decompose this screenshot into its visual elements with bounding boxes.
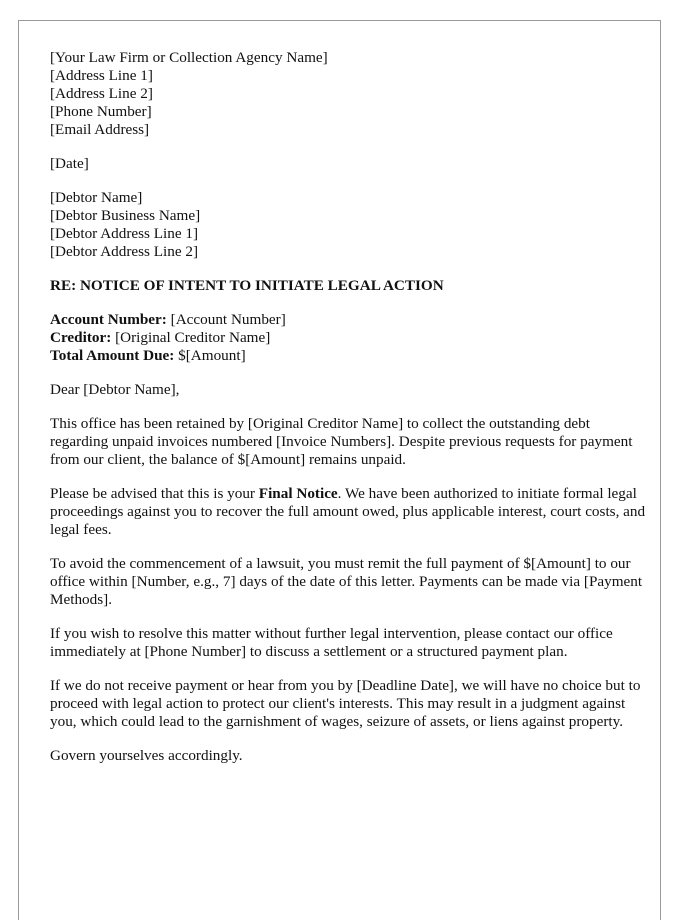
salutation: Dear [Debtor Name],	[50, 381, 180, 398]
recipient-block	[50, 189, 646, 261]
amount-due-label: Total Amount Due:	[50, 347, 175, 364]
recipient-name: [Debtor Name]	[50, 189, 143, 206]
recipient-address-line-1: [Debtor Address Line 1]	[50, 225, 199, 242]
account-details	[50, 311, 646, 365]
sender-address-line-1: [Address Line 1]	[50, 67, 153, 84]
paragraph-consequences: If we do not receive payment or hear from you by [Deadline Date], we will have no choice but to proceed with legal action to protect our client's interests. This may result in a judgment against you, which could lead to the garnishment of wages, seizure of assets, or liens against property.	[50, 677, 641, 730]
paragraph-payment-demand: To avoid the commencement of a lawsuit, you must remit the full payment of $[Amount] to our office within [Number, e.g., 7] days of the date of this letter. Payments can be made via [Payment Methods].	[50, 555, 643, 608]
paragraph-final-notice	[50, 485, 646, 539]
final-notice-text-after: . We have been authorized to initiate formal legal proceedings against you to recover the full amount owed, plus applicable interest, court costs, and legal fees.	[50, 485, 646, 538]
final-notice-emphasis: Final Notice	[258, 485, 338, 502]
subject-line: RE: NOTICE OF INTENT TO INITIATE LEGAL ACTION	[50, 277, 444, 294]
date-block	[50, 155, 646, 173]
account-number-label: Account Number:	[50, 311, 167, 328]
final-notice-text-before: Please be advised that this is your	[50, 485, 259, 502]
closing-line: Govern yourselves accordingly.	[50, 747, 243, 764]
recipient-business: [Debtor Business Name]	[50, 207, 201, 224]
creditor-value: [Original Creditor Name]	[111, 329, 271, 346]
letter-date: [Date]	[50, 155, 89, 172]
recipient-address-line-2: [Debtor Address Line 2]	[50, 243, 199, 260]
paragraph-retained: This office has been retained by [Original Creditor Name] to collect the outstanding debt regarding unpaid invoices numbered [Invoice Numbers]. Despite previous requests for payment from our client, the balance of $[Amount] remains unpaid.	[50, 415, 633, 468]
sender-email: [Email Address]	[50, 121, 150, 138]
sender-phone: [Phone Number]	[50, 103, 152, 120]
sender-firm-name: [Your Law Firm or Collection Agency Name]	[50, 49, 328, 66]
amount-due-value: $[Amount]	[174, 347, 246, 364]
creditor-row	[50, 329, 646, 347]
sender-address-line-2: [Address Line 2]	[50, 85, 153, 102]
amount-due-row	[50, 347, 646, 365]
letter-content	[50, 49, 646, 781]
creditor-label: Creditor:	[50, 329, 112, 346]
account-number-value: [Account Number]	[166, 311, 286, 328]
letter-page	[18, 20, 661, 920]
paragraph-contact: If you wish to resolve this matter without further legal intervention, please contact our office immediately at [Phone Number] to discuss a settlement or a structured payment plan.	[50, 625, 613, 660]
account-number-row	[50, 311, 646, 329]
sender-block	[50, 49, 646, 139]
